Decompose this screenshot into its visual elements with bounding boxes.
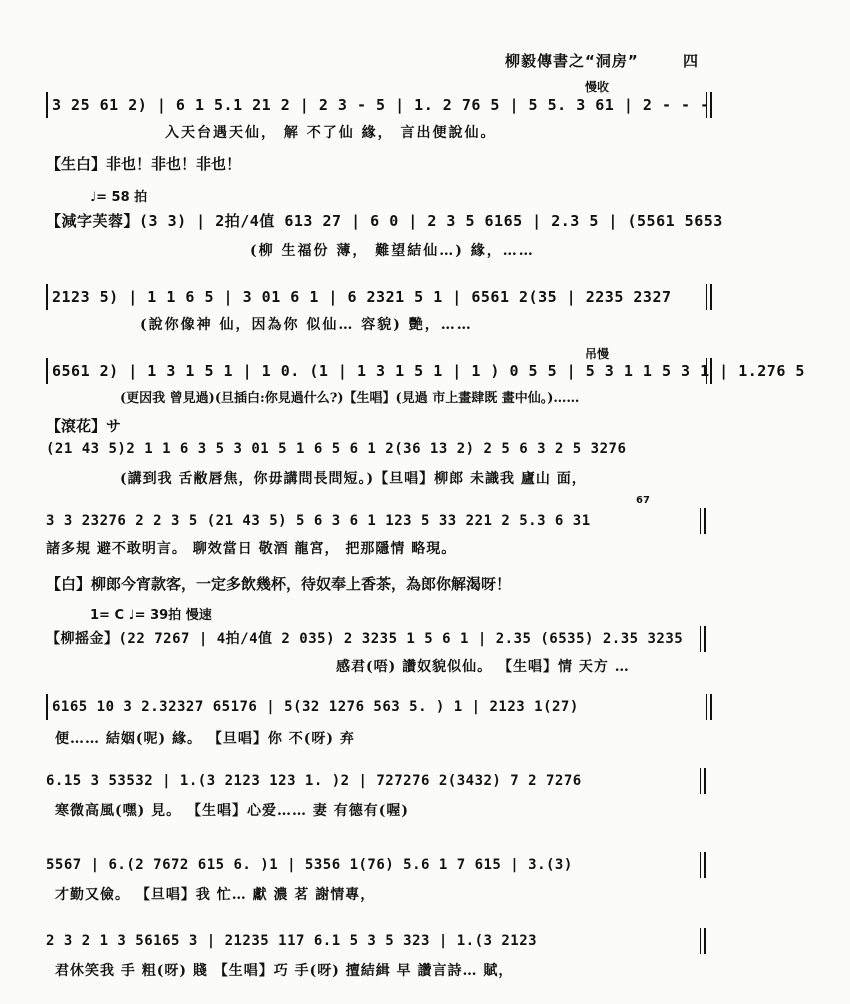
page-title: 柳毅傳書之“洞房” (505, 52, 639, 70)
lyrics-line-7: 感君(唔) 讚奴貌似仙。 【生唱】情 天方 … (336, 659, 630, 675)
lyrics-line-9: 寒微高風(嘿) 見。 【生唱】心爱…… 妻 有德有(喔) (55, 803, 409, 819)
notation-line-1: 3 25 61 2) | 6 1 5.1 21 2 | 2 3 - 5 | 1. 2 76 5 | 5 5. 3 61 | 2 - - - (46, 92, 712, 118)
slow-ending-mark: 慢收 (585, 80, 610, 94)
lyrics-line-11: 君休笑我 手 粗(呀) 賤 【生唱】巧 手(呀) 擅結緝 早 讚言詩… 賦， (55, 963, 514, 979)
lyrics-line-2: (柳 生福份 薄， 難望結仙…) 緣，…… (250, 243, 535, 259)
notation-line-10: 5567 | 6.(2 7672 615 6. )1 | 5356 1(76) 5.6 1 7 615 | 3.(3) (46, 852, 706, 878)
lyrics-line-10: 才勤又儉。 【旦唱】我 忙… 獻 濃 茗 謝情專， (55, 887, 376, 903)
notation-line-2: 【減字芙蓉】(3 3) | 2拍/4值 613 27 | 6 0 | 2 3 5 6165 | 2.3 5 | (5561 5653 (46, 212, 723, 230)
section-gun-hua: 【滾花】サ (46, 417, 122, 435)
diao-man-mark: 吊慢 (585, 347, 610, 361)
notation-line-3: 2123 5) | 1 1 6 5 | 3 01 6 1 | 6 2321 5 1 | 6561 2(35 | 2235 2327 (46, 284, 712, 310)
tempo-mark-1: ♩= 58 拍 (90, 190, 148, 205)
lyrics-line-6: 諸多規 避不敢明言。 聊效當日 敬酒 龍宮， 把那隱情 略現。 (46, 541, 457, 557)
lyrics-line-8: 便…… 結姻(呢) 緣。 【旦唱】你 不(呀) 弃 (55, 731, 355, 747)
notation-line-6: 3 3 23276 2 2 3 5 (21 43 5) 5 6 3 6 1 123 5 33 221 2 5.3 6 31 (46, 508, 706, 534)
notation-line-5: (21 43 5)2 1 1 6 3 5 3 01 5 1 6 5 6 1 2(36 13 2) 2 5 6 3 2 5 3276 (46, 441, 627, 457)
spoken-line-2: 【白】柳郎今宵款客，一定多飲幾杯，待奴奉上香茶，為郎你解渴呀！ (46, 575, 512, 593)
lyrics-line-4: (更因我 曾見過)(旦插白:你見過什么?)【生唱】(見過 市上畫肆既 畫中仙。)…… (120, 391, 580, 406)
notation-line-4: 6561 2) | 1 3 1 5 1 | 1 0. (1 | 1 3 1 5 1 | 1 ) 0 5 5 | 5 3 1 1 5 3 1 | 1.276 5 (46, 358, 712, 384)
notation-line-11: 2 3 2 1 3 56165 3 | 21235 117 6.1 5 3 5 323 | 1.(3 2123 (46, 928, 706, 954)
page-number: 四 (683, 52, 699, 70)
notation-line-7: 【柳摇金】(22 7267 | 4拍/4值 2 035) 2 3235 1 5 6 1 | 2.35 (6535) 2.35 3235 (46, 626, 706, 652)
lyrics-line-5: (講到我 舌敝唇焦，你毋講問長問短。)【旦唱】柳郎 未識我 廬山 面， (120, 471, 587, 487)
spoken-line-1: 【生白】非也！非也！非也！ (46, 155, 242, 173)
notation-line-9: 6.15 3 53532 | 1.(3 2123 123 1. )2 | 727276 2(3432) 7 2 7276 (46, 768, 706, 794)
notation-line-8: 6165 10 3 2.32327 65176 | 5(32 1276 563 5. ) 1 | 2123 1(27) (46, 694, 712, 720)
lyrics-line-3: (說你像神 仙，因為你 似仙… 容貌) 艷，…… (140, 317, 473, 333)
tempo-mark-2: 1= C ♩= 39拍 慢速 (90, 608, 212, 623)
grace-note-mark: 67 (636, 495, 650, 506)
lyrics-line-1: 入天台遇天仙， 解 不了仙 緣， 言出便說仙。 (165, 125, 497, 141)
